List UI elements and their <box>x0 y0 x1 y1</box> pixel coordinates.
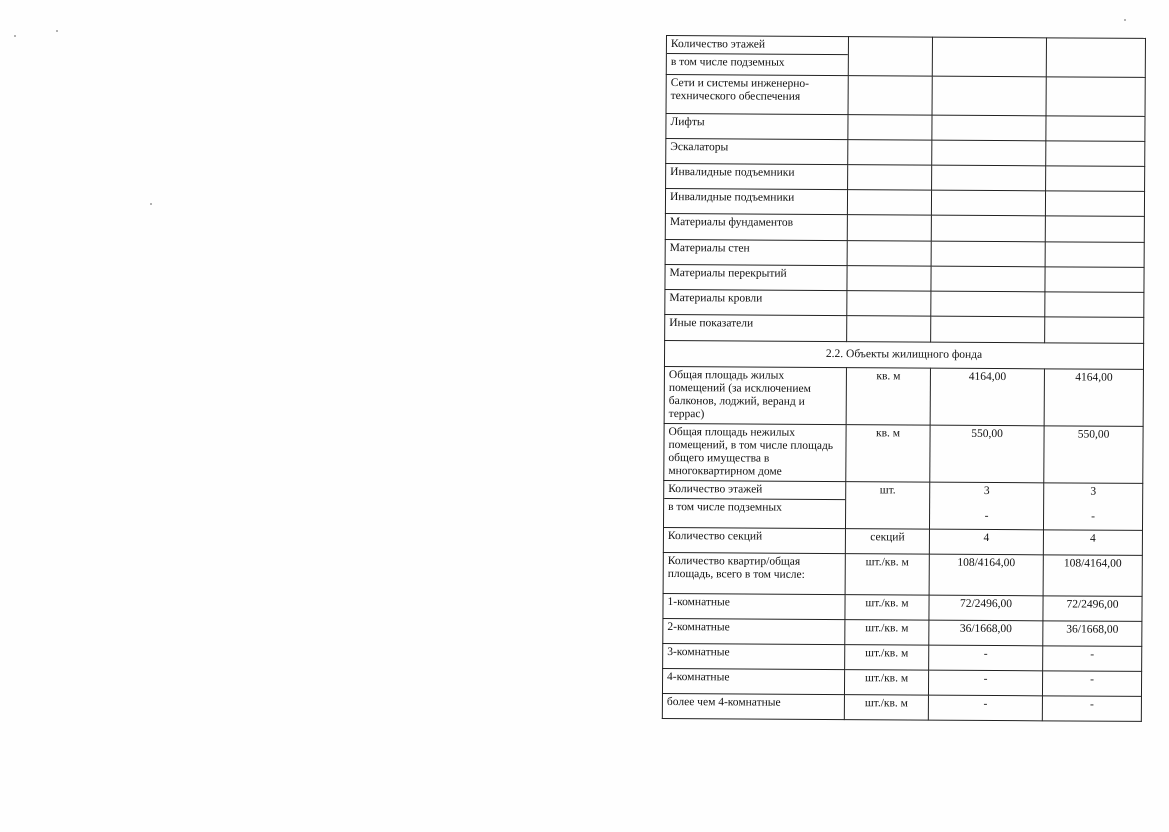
row-label-cell: Количество квартир/общая площадь, всего в том числе: <box>663 552 845 594</box>
unit-cell <box>847 316 931 343</box>
row-label-cell: Материалы фундаментов <box>665 213 847 240</box>
sub-actual-value: - <box>1091 510 1096 523</box>
row-sub-label: в том числе подземных <box>664 498 845 515</box>
unit-cell <box>847 291 931 317</box>
actual-value-cell: 36/1668,00 <box>1043 621 1142 647</box>
table-row <box>662 693 1141 721</box>
unit-cell: шт./кв. м <box>845 645 929 671</box>
unit-cell <box>848 165 932 191</box>
unit-cell <box>848 37 932 77</box>
scan-speck <box>150 203 152 205</box>
row-label-cell: Количество секций <box>663 527 845 553</box>
actual-value-cell: - <box>1042 671 1141 697</box>
unit-cell <box>847 190 931 216</box>
row-sub-label: в том числе подземных <box>667 53 848 70</box>
actual-value-cell <box>1046 166 1145 192</box>
table-row <box>663 593 1142 621</box>
actual-value-cell <box>1045 242 1144 268</box>
unit-cell <box>848 76 932 116</box>
unit-cell: шт./кв. м <box>845 554 929 596</box>
planned-value-cell <box>932 140 1046 166</box>
table-row <box>665 239 1144 267</box>
planned-value-cell: - <box>929 645 1043 671</box>
unit-cell <box>848 140 932 166</box>
planned-value-cell: 36/1668,00 <box>929 620 1043 646</box>
table-row <box>665 189 1144 217</box>
planned-value: 3 <box>983 484 990 497</box>
unit-cell: шт. <box>845 482 929 530</box>
planned-value-cell <box>929 482 1043 530</box>
unit-cell <box>848 115 932 141</box>
planned-value-cell <box>932 115 1046 141</box>
actual-value-cell <box>1046 77 1145 117</box>
row-label-cell: Материалы кровли <box>665 289 847 315</box>
unit-cell: кв. м <box>846 368 930 426</box>
unit-cell: секций <box>845 529 929 555</box>
planned-value-cell <box>932 76 1046 116</box>
section-title: 2.2. Объекты жилищного фонда <box>664 340 1143 369</box>
actual-value-cell <box>1043 483 1142 531</box>
actual-value-cell: 4 <box>1043 530 1142 556</box>
row-label-cell: Инвалидные подъемники <box>665 189 847 215</box>
table-row <box>665 289 1144 317</box>
row-label: Количество этажей <box>670 38 766 51</box>
unit-cell <box>847 215 931 242</box>
table-row <box>664 366 1143 426</box>
table-row <box>663 618 1142 646</box>
actual-value-cell <box>1045 191 1144 217</box>
planned-value-cell: 550,00 <box>930 425 1044 483</box>
table-row <box>666 139 1145 167</box>
actual-value-cell: 550,00 <box>1044 426 1143 484</box>
unit-cell: кв. м <box>846 425 930 483</box>
actual-value-cell <box>1045 317 1144 344</box>
section-header-row <box>664 340 1143 369</box>
actual-value-cell: - <box>1042 696 1141 722</box>
planned-value-cell <box>931 190 1045 216</box>
unit-cell: шт./кв. м <box>845 620 929 646</box>
planned-value-cell <box>931 266 1045 292</box>
table-row <box>663 480 1142 530</box>
table-row <box>666 114 1145 142</box>
actual-value-cell <box>1046 141 1145 167</box>
planned-value-cell: - <box>928 695 1042 721</box>
planned-value-cell <box>931 215 1045 242</box>
planned-value-cell: 4 <box>929 529 1043 555</box>
row-label-cell: Сети и системы инженерно-технического обеспечения <box>666 75 848 115</box>
unit-cell <box>847 266 931 292</box>
row-label-cell: 4-комнатные <box>662 668 844 694</box>
table-row <box>665 314 1144 343</box>
planned-value-cell <box>932 165 1046 191</box>
planned-value-cell <box>931 291 1045 317</box>
row-label-cell: 2-комнатные <box>663 618 845 644</box>
planned-value-cell: 72/2496,00 <box>929 595 1043 621</box>
actual-value-cell: - <box>1043 646 1142 672</box>
actual-value-cell: 72/2496,00 <box>1043 596 1142 622</box>
row-label-cell <box>666 36 848 76</box>
unit-cell <box>847 241 931 267</box>
table-row <box>665 213 1144 242</box>
actual-value-cell <box>1046 116 1145 142</box>
actual-value-cell <box>1046 38 1145 78</box>
row-label-cell: Иные показатели <box>665 314 847 341</box>
actual-value: 3 <box>1090 485 1097 498</box>
table-row <box>666 164 1145 192</box>
actual-value-cell <box>1045 267 1144 293</box>
row-label-cell: Материалы перекрытий <box>665 264 847 290</box>
table-row <box>665 264 1144 292</box>
planned-value-cell <box>932 37 1046 77</box>
unit-cell: шт./кв. м <box>844 670 928 696</box>
table-row <box>666 36 1145 78</box>
scan-speck <box>1124 19 1126 21</box>
actual-value-cell: 108/4164,00 <box>1043 555 1142 597</box>
row-label-cell <box>663 480 845 528</box>
table-row <box>663 527 1142 555</box>
scan-speck <box>14 35 16 37</box>
row-label-cell: Общая площадь нежилых помещений, в том числе площадь общего имущества в многоквартирном доме <box>664 423 846 481</box>
sub-planned-value: - <box>984 509 989 522</box>
planned-value-cell: 108/4164,00 <box>929 554 1043 596</box>
table-row <box>662 668 1141 696</box>
row-label-cell: Инвалидные подъемники <box>666 164 848 190</box>
actual-value-cell <box>1045 216 1144 243</box>
specifications-table <box>662 35 1146 722</box>
table-row <box>664 423 1143 483</box>
row-label-cell: 3-комнатные <box>663 643 845 669</box>
unit-cell: шт./кв. м <box>844 695 928 721</box>
row-label-cell: 1-комнатные <box>663 593 845 619</box>
planned-value-cell: 4164,00 <box>930 368 1044 426</box>
scan-speck <box>56 30 58 32</box>
actual-value-cell <box>1045 292 1144 318</box>
planned-value-cell <box>931 241 1045 267</box>
table-row <box>663 643 1142 671</box>
row-label-cell: Общая площадь жилых помещений (за исключением балконов, лоджий, веранд и террас) <box>664 366 846 424</box>
planned-value-cell: - <box>928 670 1042 696</box>
row-label-cell: Лифты <box>666 114 848 140</box>
planned-value-cell <box>931 316 1045 343</box>
table-row <box>666 75 1145 117</box>
row-label-cell: более чем 4-комнатные <box>662 693 844 719</box>
row-label: Количество этажей <box>668 483 763 496</box>
row-label-cell: Эскалаторы <box>666 139 848 165</box>
actual-value-cell: 4164,00 <box>1044 369 1143 427</box>
row-label-cell: Материалы стен <box>665 239 847 265</box>
unit-cell: шт./кв. м <box>845 595 929 621</box>
table-row <box>663 552 1142 596</box>
